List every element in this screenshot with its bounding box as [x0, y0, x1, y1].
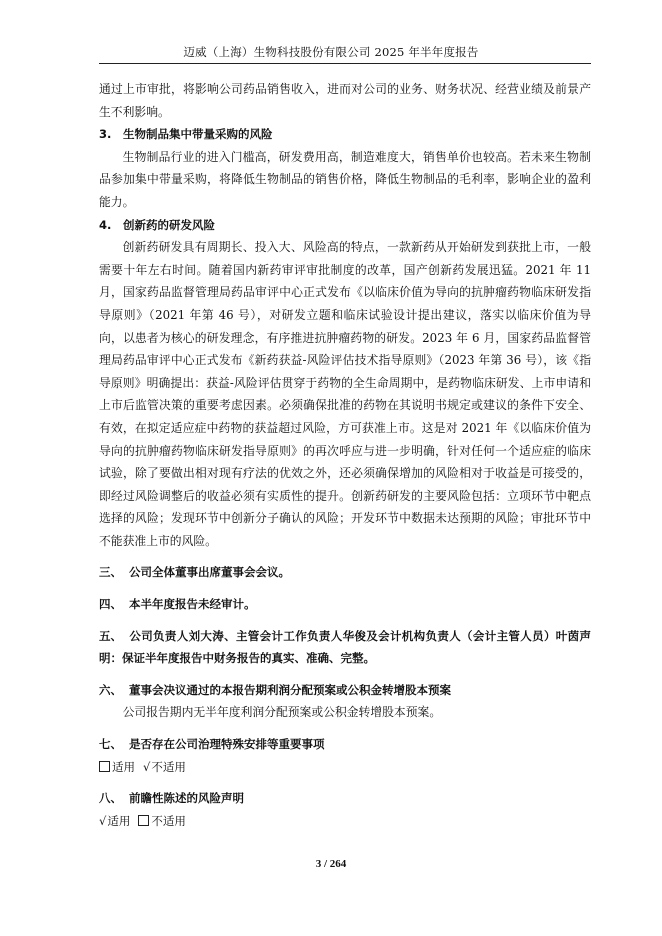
checkbox-unchecked-icon — [99, 761, 110, 772]
risk-title-3: 生物制品集中带量采购的风险 — [123, 127, 273, 142]
page-header: 迈威（上海）生物科技股份有限公司 2025 年半年度报告 — [183, 45, 479, 59]
risk-heading-4 — [99, 214, 591, 237]
section-5-number: 五、 — [99, 628, 122, 643]
continued-paragraph: 通过上市审批，将影响公司药品销售收入，进而对公司的业务、财务状况、经营业绩及前景产生不利影响。 — [99, 82, 591, 119]
section-8-heading — [99, 787, 591, 810]
risk-number-4: 4. — [99, 217, 112, 232]
option-applicable: 适用 — [107, 813, 131, 828]
section-6-title: 董事会决议通过的本报告期利润分配预案或公积金转增股本预案 — [129, 682, 451, 697]
section-6-heading — [99, 679, 591, 702]
section-8-number: 八、 — [99, 791, 122, 806]
section-4-number: 四、 — [99, 597, 122, 612]
section-4-heading — [99, 593, 591, 616]
section-3-title: 公司全体董事出席董事会会议。 — [129, 565, 290, 580]
header-divider — [99, 63, 591, 64]
section-4-title: 本半年度报告未经审计。 — [129, 597, 256, 612]
risk-title-4: 创新药的研发风险 — [123, 217, 215, 232]
risk-number-3: 3. — [99, 127, 112, 142]
check-mark-icon: √ — [99, 813, 107, 828]
check-mark-icon: √ — [143, 759, 151, 774]
section-6-number: 六、 — [99, 682, 122, 697]
section-3-number: 三、 — [99, 565, 122, 580]
page-number: 3 / 264 — [315, 858, 347, 870]
section-7-heading — [99, 733, 591, 756]
section-5-title: 公司负责人刘大涛、主管会计工作负责人华俊及会计机构负责人（会计主管人员）叶茵声明：保证半年度报告中财务报告的真实、准确、完整。 — [99, 628, 591, 666]
section-7-options — [99, 756, 591, 779]
section-8-options — [99, 810, 591, 833]
option-not-applicable: 不适用 — [151, 813, 186, 828]
section-7-number: 七、 — [99, 737, 122, 752]
section-6-body: 公司报告期内无半年度利润分配预案或公积金转增股本预案。 — [122, 705, 442, 720]
risk-body-3: 生物制品行业的进入门槛高，研发费用高，制造难度大，销售单价也较高。若未来生物制品参加集中带量采购，将降低生物制品的销售价格，降低生物制品的毛利率，影响企业的盈利能力。 — [99, 149, 591, 209]
document-body — [99, 78, 591, 832]
option-applicable: 适用 — [112, 759, 135, 774]
option-not-applicable: 不适用 — [151, 759, 186, 774]
section-5-heading — [99, 625, 591, 670]
section-3-heading — [99, 561, 591, 584]
section-8-title: 前瞻性陈述的风险声明 — [129, 791, 244, 806]
risk-heading-3 — [99, 123, 591, 146]
checkbox-unchecked-icon — [138, 815, 149, 826]
section-7-title: 是否存在公司治理特殊安排等重要事项 — [129, 737, 325, 752]
risk-body-4: 创新药研发具有周期长、投入大、风险高的特点，一款新药从开始研发到获批上市，一般需要十年左右时间。随着国内新药审评审批制度的改革，国产创新药发展迅猛。2021 年 11 月，国家药品监督管理局药品审评中心正式发布《以临床价值为导向的抗肿瘤药物临床研发指导原则》（2021 年第 46 号），对研发立题和临床试验设计提出建议，落实以临床价值为导向，以患者为核心的研发理念，有序推进抗肿瘤药物的研发。2023 年 6 月，国家药品监督管理局药品审评中心正式发布《新药获益-风险评估技术指导原则》（2023 年第 36 号），该《指导原则》明确提出：获益-风险评估贯穿于药物的全生命周期中，是药物临床研发、上市申请和上市后监管决策的重要考虑因素。必须确保批准的药物在其说明书规定或建议的条件下安全、有效，在拟定适应症中药物的获益超过风险，方可获准上市。这是对 2021 年《以临床价值为导向的抗肿瘤药物临床研发指导原则》的再次呼应与进一步明确，针对任何一个适应症的临床试验，除了要做出相对现有疗法的优效之外，还必须确保增加的风险相对于收益是可接受的，即经过风险调整后的收益必须有实质性的提升。创新药研发的主要风险包括：立项环节中靶点选择的风险；发现环节中创新分子确认的风险；开发环节中数据未达预期的风险；审批环节中不能获准上市的风险。 — [99, 240, 591, 548]
